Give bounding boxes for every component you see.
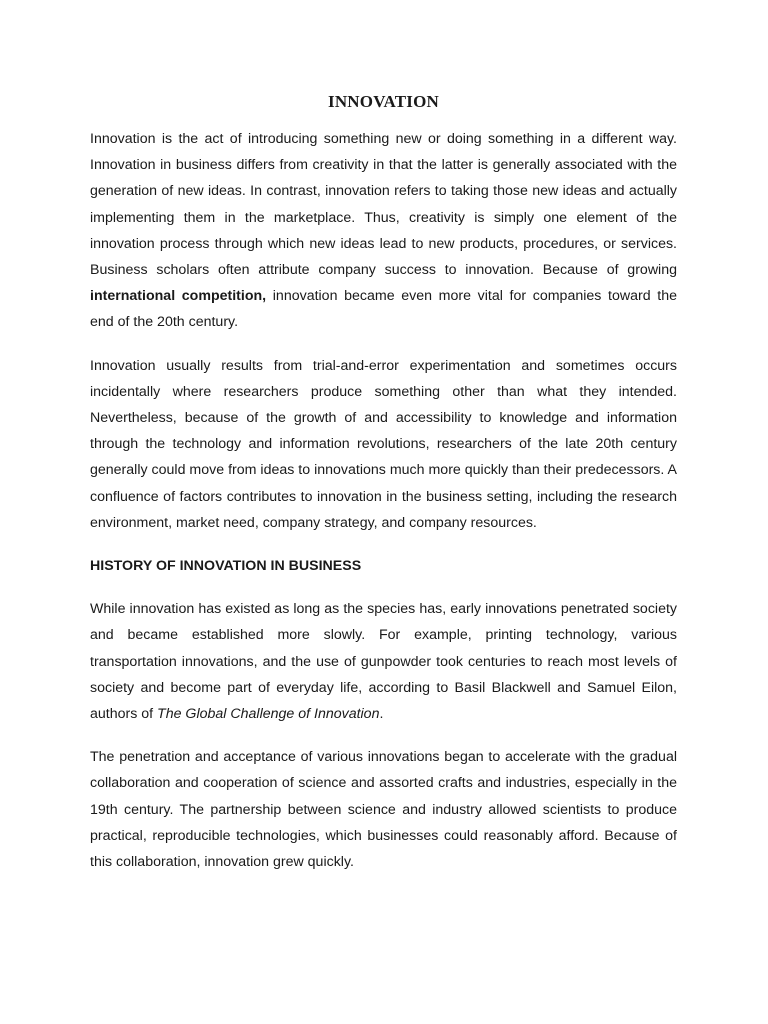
paragraph-text: innovation became even more vital for companies toward the end of the 20th century. xyxy=(90,288,677,331)
paragraph-history xyxy=(90,596,677,727)
book-title: The Global Challenge of Innovation xyxy=(157,706,380,723)
section-heading: HISTORY OF INNOVATION IN BUSINESS xyxy=(90,558,362,575)
bold-phrase: international competition, xyxy=(90,288,267,305)
paragraph-results: Innovation usually results from trial-and-error experimentation and sometimes occurs incidentally where researchers produce something other than what they intended. Nevertheless, because of the growth of and accessibility to knowledge and information through the technology and information revolutions, researchers of the late 20th century generally could move from ideas to innovations much more quickly than their predecessors. A confluence of factors contributes to innovation in the business setting, including the research environment, market need, company strategy, and company resources. xyxy=(90,357,677,531)
document-page xyxy=(90,92,677,892)
paragraph-text: Innovation is the act of introducing something new or doing something in a different way. Innovation in business differs from creativity in that the latter is generally associated with the generation of new ideas. In contrast, innovation refers to taking those new ideas and actually implementing them in the marketplace. Thus, creativity is simply one element of the innovation process through which new ideas lead to new products, procedures, or services. Business scholars often attribute company success to innovation. Because of growing xyxy=(90,131,677,279)
paragraph-text: While innovation has existed as long as the species has, early innovations penetrated society and became established more slowly. For example, printing technology, various transportation innovations, and the use of gunpowder took centuries to reach most levels of society and become part of everyday life, according to Basil Blackwell and Samuel Eilon, authors of xyxy=(90,601,677,723)
paragraph-text: . xyxy=(379,706,384,723)
document-title: INNOVATION xyxy=(328,92,439,111)
paragraph-definition xyxy=(90,126,677,336)
paragraph-collaboration: The penetration and acceptance of various innovations began to accelerate with the gradual collaboration and cooperation of science and assorted crafts and industries, especially in the 19th century. The partnership between science and industry allowed scientists to produce practical, reproducible technologies, which businesses could reasonably afford. Because of this collaboration, innovation grew quickly. xyxy=(90,749,677,871)
